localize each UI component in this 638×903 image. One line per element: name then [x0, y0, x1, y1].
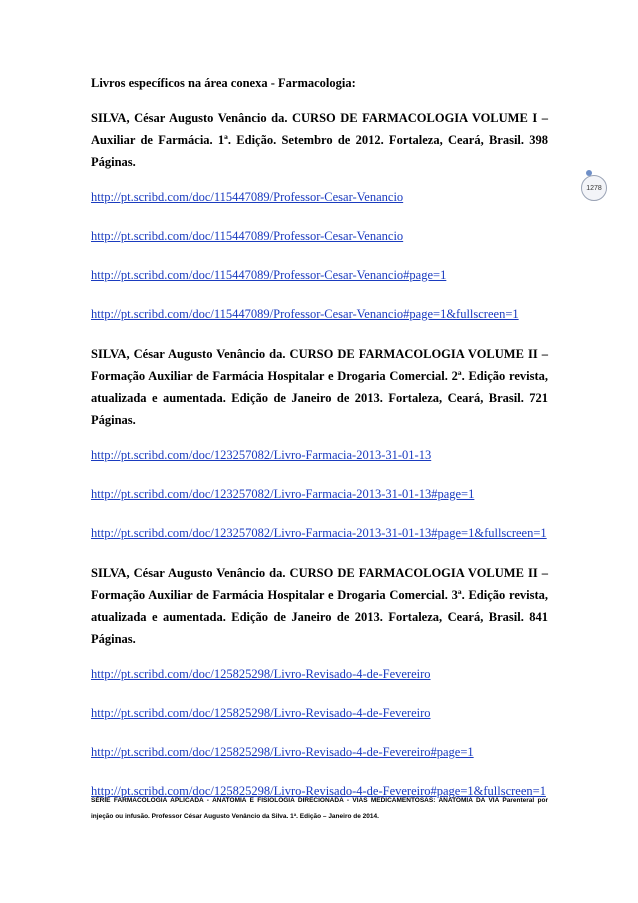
reference-link[interactable]: http://pt.scribd.com/doc/125825298/Livro-Revisado-4-de-Fevereiro#page=1 — [91, 745, 474, 759]
section-heading: Livros específicos na área conexa - Farmacologia: — [91, 76, 356, 90]
reference-block-2 — [91, 343, 548, 543]
reference-link[interactable]: http://pt.scribd.com/doc/125825298/Livro-Revisado-4-de-Fevereiro — [91, 667, 431, 681]
reference-link[interactable]: http://pt.scribd.com/doc/125825298/Livro-Revisado-4-de-Fevereiro#page=1&fullscreen=1 — [91, 784, 546, 798]
reference-link[interactable]: http://pt.scribd.com/doc/115447089/Professor-Cesar-Venancio — [91, 229, 404, 243]
reference-link[interactable]: http://pt.scribd.com/doc/115447089/Professor-Cesar-Venancio#page=1&fullscreen=1 — [91, 307, 519, 321]
reference-block-3 — [91, 562, 548, 801]
citation-text: SILVA, César Augusto Venâncio da. CURSO DE FARMACOLOGIA VOLUME I – Auxiliar de Farmácia. 1ª. Edição. Setembro de 2012. Fortaleza, Ceará, Brasil. 398 Páginas. — [91, 111, 548, 169]
citation-text: SILVA, César Augusto Venâncio da. CURSO DE FARMACOLOGIA VOLUME II – Formação Auxiliar de Farmácia Hospitalar e Drogaria Comercial. 2ª. Edição revista, atualizada e aumentada. Edição de Janeiro de 2013. Fortaleza, Ceará, Brasil. 721 Páginas. — [91, 347, 548, 427]
reference-link[interactable]: http://pt.scribd.com/doc/123257082/Livro-Farmacia-2013-31-01-13#page=1&fullscreen=1 — [91, 526, 547, 540]
page-footer: SÉRIE FARMACOLOGIA APLICADA - ANATOMIA E FISIOLOGIA DIRECIONADA - VIAS MEDICAMENTOSAS: ANATOMIA DA VIA Parenteral por injeção ou infusão. Professor César Augusto Venâncio da Silva. 1ª. Edição – Janeiro de 2014. — [91, 797, 548, 820]
citation-text: SILVA, César Augusto Venâncio da. CURSO DE FARMACOLOGIA VOLUME II – Formação Auxiliar de Farmácia Hospitalar e Drogaria Comercial. 3ª. Edição revista, atualizada e aumentada. Edição de Janeiro de 2013. Fortaleza, Ceará, Brasil. 841 Páginas. — [91, 566, 548, 646]
reference-link[interactable]: http://pt.scribd.com/doc/115447089/Professor-Cesar-Venancio — [91, 190, 404, 204]
reference-link[interactable]: http://pt.scribd.com/doc/125825298/Livro-Revisado-4-de-Fevereiro — [91, 706, 431, 720]
page-number-badge: 1278 — [581, 175, 607, 201]
reference-link[interactable]: http://pt.scribd.com/doc/115447089/Professor-Cesar-Venancio#page=1 — [91, 268, 447, 282]
reference-block-1 — [91, 107, 548, 324]
reference-link[interactable]: http://pt.scribd.com/doc/123257082/Livro-Farmacia-2013-31-01-13 — [91, 448, 432, 462]
main-content — [91, 73, 548, 820]
reference-link[interactable]: http://pt.scribd.com/doc/123257082/Livro-Farmacia-2013-31-01-13#page=1 — [91, 487, 475, 501]
